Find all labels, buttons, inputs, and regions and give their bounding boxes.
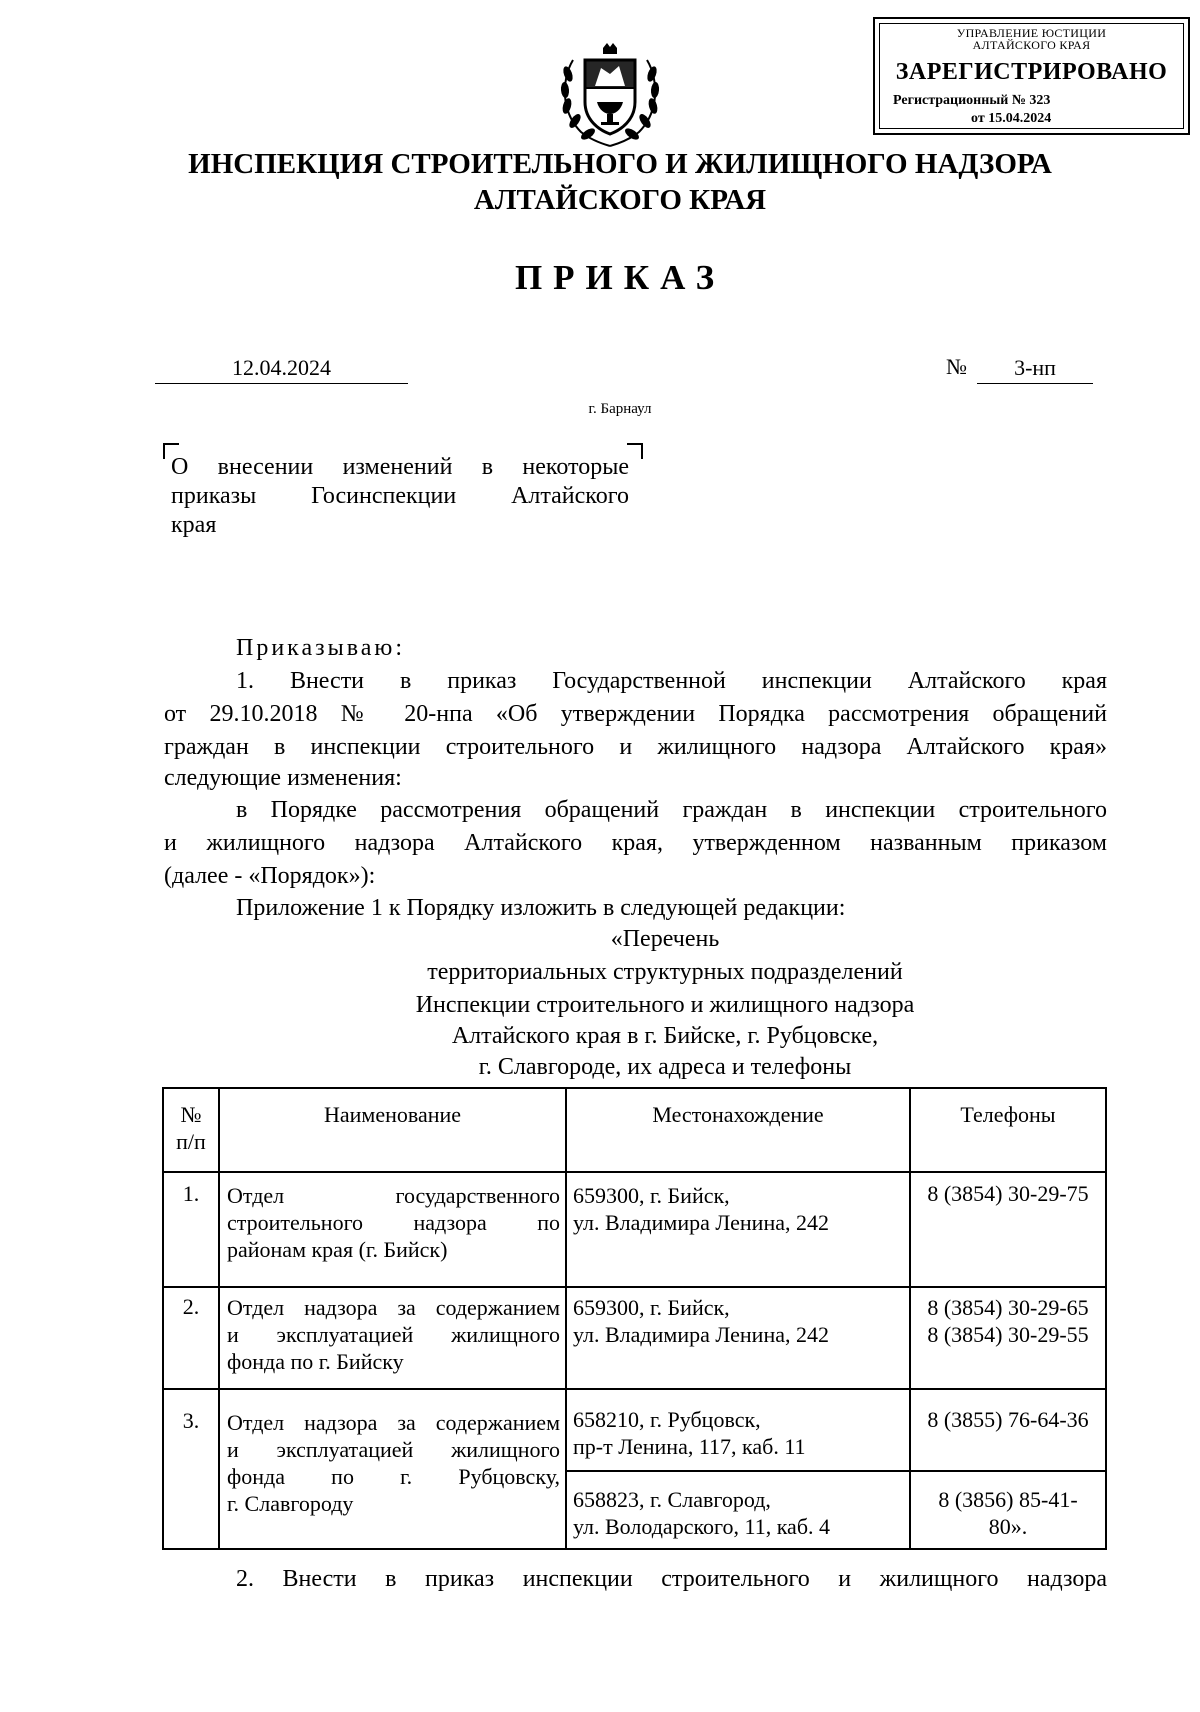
list-title-2: территориальных структурных подразделений bbox=[427, 959, 903, 985]
row3-phone-slavgorod-line1: 8 (3856) 85-41- bbox=[938, 1487, 1078, 1512]
row3-address-slavgorod-line2: ул. Володарского, 11, каб. 4 bbox=[573, 1514, 831, 1539]
row1-address-line1: 659300, г. Бийск, bbox=[573, 1183, 730, 1208]
subject-line2: приказы Госинспекции Алтайского bbox=[171, 483, 629, 509]
row3-phone-rubtsovsk: 8 (3855) 76-64-36 bbox=[927, 1407, 1089, 1432]
order-number: 3-нп bbox=[977, 355, 1093, 384]
row3-name-line3: фонда по г. Рубцовску, bbox=[227, 1464, 560, 1489]
coat-of-arms-emblem-icon bbox=[555, 40, 665, 152]
p2-line3: (далее - «Порядок»): bbox=[164, 863, 376, 889]
list-title-5: г. Славгороде, их адреса и телефоны bbox=[478, 1054, 852, 1080]
table-header-location: Местонахождение bbox=[652, 1102, 824, 1127]
subject-line3: края bbox=[171, 512, 217, 538]
p1-line2: от 29.10.2018 № 20-нпа «Об утверждении Порядка рассмотрения обращений bbox=[164, 701, 1107, 727]
p1-line3: граждан в инспекции строительного и жилищного надзора Алтайского края» bbox=[164, 734, 1107, 760]
list-title-4: Алтайского края в г. Бийске, г. Рубцовске, bbox=[451, 1023, 879, 1049]
subject-line1: О внесении изменений в некоторые bbox=[171, 454, 629, 480]
order-city: г. Барнаул bbox=[588, 401, 652, 417]
row1-name-line1: Отдел государственного bbox=[227, 1183, 560, 1208]
row1-name-line3: районам края (г. Бийск) bbox=[227, 1237, 448, 1262]
row3-address-rubtsovsk-line1: 658210, г. Рубцовск, bbox=[573, 1407, 761, 1432]
row2-address-line2: ул. Владимира Ленина, 242 bbox=[573, 1322, 829, 1347]
stamp-authority-line1: УПРАВЛЕНИЕ ЮСТИЦИИ bbox=[956, 26, 1107, 40]
row3-num: 3. bbox=[182, 1408, 200, 1433]
row2-name-line1: Отдел надзора за содержанием bbox=[227, 1295, 560, 1320]
row3-phone-slavgorod-line2: 80». bbox=[988, 1514, 1028, 1539]
row3-name-line4: г. Славгороду bbox=[227, 1491, 354, 1516]
row2-phone-2: 8 (3854) 30-29-55 bbox=[927, 1322, 1089, 1347]
list-title-3: Инспекции строительного и жилищного надзора bbox=[415, 992, 915, 1018]
p2-line1: в Порядке рассмотрения обращений граждан в инспекции строительного bbox=[236, 797, 1107, 823]
org-name-line1: ИНСПЕКЦИЯ СТРОИТЕЛЬНОГО И ЖИЛИЩНОГО НАДЗОРА bbox=[188, 148, 1052, 180]
table-header-num-1: № bbox=[180, 1102, 202, 1127]
org-name-line2: АЛТАЙСКОГО КРАЯ bbox=[473, 184, 767, 216]
table-header-phones: Телефоны bbox=[960, 1102, 1056, 1127]
p1-line1: 1. Внести в приказ Государственной инспекции Алтайского края bbox=[236, 668, 1107, 694]
row2-name-line2: и эксплуатацией жилищного bbox=[227, 1322, 560, 1347]
stamp-reg-date: от 15.04.2024 bbox=[971, 111, 1052, 126]
p2-line2: и жилищного надзора Алтайского края, утвержденном названным приказом bbox=[164, 830, 1107, 856]
row1-num: 1. bbox=[182, 1181, 200, 1206]
row3-name-line2: и эксплуатацией жилищного bbox=[227, 1437, 560, 1462]
p4-line1: 2. Внести в приказ инспекции строительного и жилищного надзора bbox=[236, 1566, 1107, 1592]
order-number-label: № bbox=[946, 354, 967, 379]
table-header-num-2: п/п bbox=[176, 1129, 206, 1154]
order-date: 12.04.2024 bbox=[155, 355, 408, 384]
table-header-name: Наименование bbox=[323, 1102, 462, 1127]
row3-address-rubtsovsk-line2: пр-т Ленина, 117, каб. 11 bbox=[573, 1434, 806, 1459]
row1-phone: 8 (3854) 30-29-75 bbox=[927, 1181, 1089, 1206]
row2-num: 2. bbox=[182, 1294, 200, 1319]
row1-address-line2: ул. Владимира Ленина, 242 bbox=[573, 1210, 829, 1235]
row1-name-line2: строительного надзора по bbox=[227, 1210, 560, 1235]
row3-name-line1: Отдел надзора за содержанием bbox=[227, 1410, 560, 1435]
stamp-reg-number: Регистрационный № 323 bbox=[893, 93, 1051, 108]
p1-line4: следующие изменения: bbox=[164, 765, 402, 791]
row2-address-line1: 659300, г. Бийск, bbox=[573, 1295, 730, 1320]
registration-stamp bbox=[873, 17, 1190, 135]
row2-name-line3: фонда по г. Бийску bbox=[227, 1349, 404, 1374]
order-word: Приказываю: bbox=[236, 635, 405, 661]
stamp-status: ЗАРЕГИСТРИРОВАНО bbox=[895, 59, 1168, 85]
list-title-1: «Перечень bbox=[610, 926, 720, 952]
p3: Приложение 1 к Порядку изложить в следующей редакции: bbox=[236, 895, 846, 921]
subject-bracket-right bbox=[627, 443, 643, 459]
document-type-title: ПРИКАЗ bbox=[514, 258, 726, 297]
row3-address-slavgorod-line1: 658823, г. Славгород, bbox=[573, 1487, 771, 1512]
row2-phone-1: 8 (3854) 30-29-65 bbox=[927, 1295, 1089, 1320]
stamp-authority-line2: АЛТАЙСКОГО КРАЯ bbox=[972, 38, 1091, 52]
